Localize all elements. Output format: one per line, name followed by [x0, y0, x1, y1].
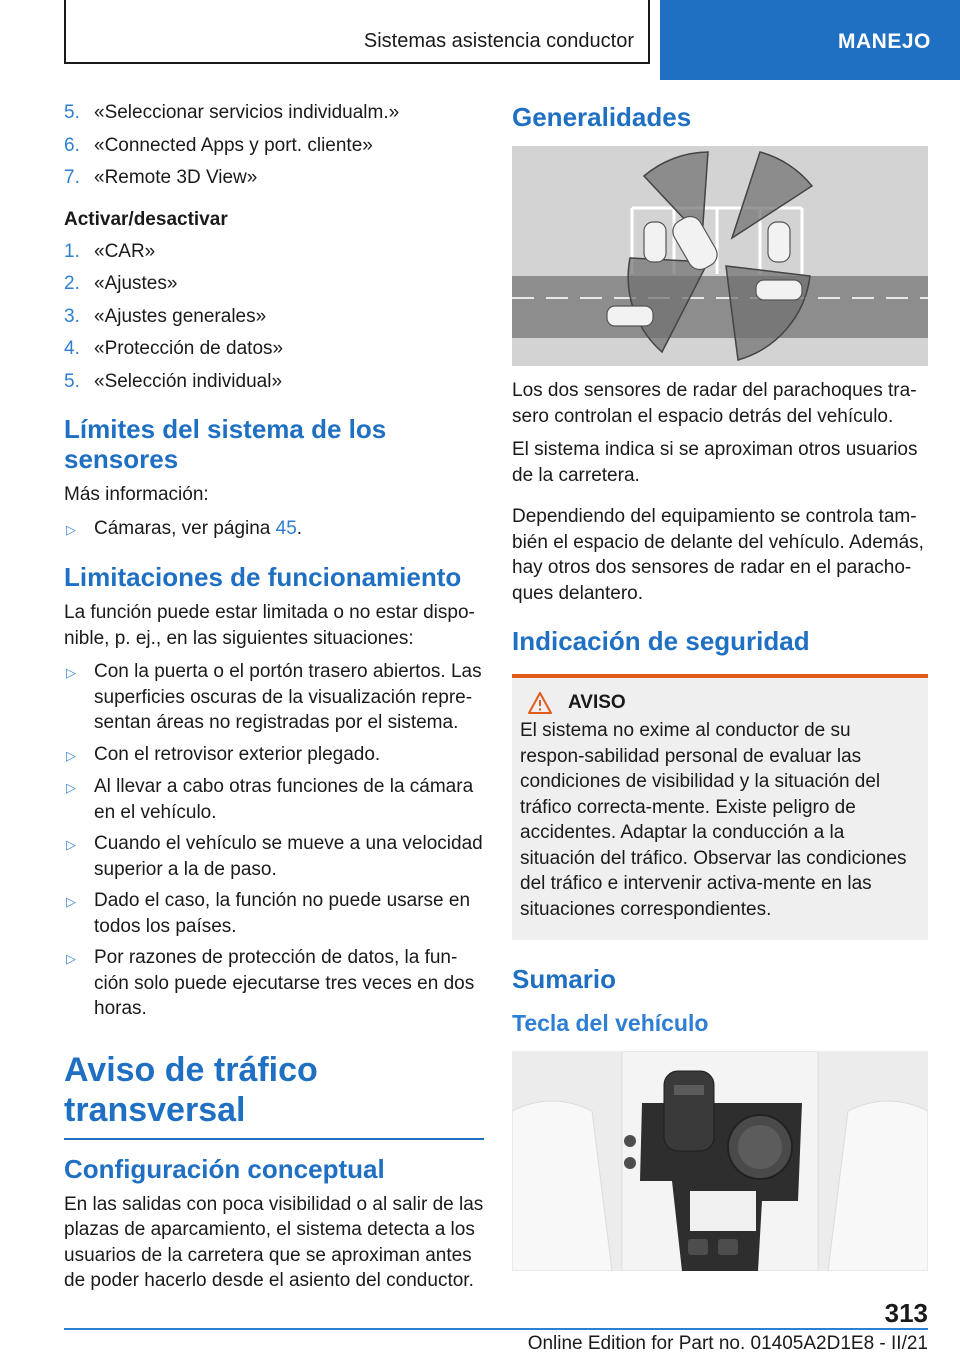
warning-title: AVISO: [568, 692, 626, 713]
list-item: 2. «Ajustes»: [64, 273, 178, 294]
list-item: 3. «Ajustes generales»: [64, 305, 267, 327]
function-limits-list: [64, 659, 484, 1022]
steps-list-b: [64, 239, 484, 395]
triangle-bullet-icon: ▷: [66, 894, 76, 909]
triangle-bullet-icon: ▷: [66, 951, 76, 966]
steps-list-a: [64, 100, 484, 191]
summary-heading: Sumario: [512, 964, 617, 994]
chapter-tab[interactable]: [660, 0, 960, 80]
main-heading: Aviso de tráfico transversal: [64, 1050, 484, 1140]
list-item: ▷ Por razones de protección de datos, la fun‐ción solo puede ejecutarse tres veces en dos horas.: [64, 945, 484, 1022]
list-item: 7. «Remote 3D View»: [64, 167, 258, 188]
list-item: ▷ Cuando el vehículo se mueve a una velocidad superior a la de paso.: [64, 831, 484, 882]
list-item: ▷ Con el retrovisor exterior plegado.: [64, 742, 484, 769]
list-item: 5. «Selección individual»: [64, 370, 283, 392]
general-p3: Dependiendo del equipamiento se controla tam‐bién el espacio de delante del vehículo. Además, hay otros dos sensores de radar en el paracho‐ques delantero.: [512, 506, 924, 604]
console-figure: [512, 1051, 928, 1271]
limits-heading: Límites del sistema de los sensores: [64, 414, 387, 474]
triangle-bullet-icon: ▷: [66, 837, 76, 852]
edition-text: Online Edition for Part no. 01405A2D1E8 - II/21: [527, 1333, 928, 1354]
list-item: 4. «Protección de datos»: [64, 338, 284, 359]
safety-heading: Indicación de seguridad: [512, 626, 810, 656]
general-p2: El sistema indica si se aproximan otros usuarios de la carretera.: [512, 439, 918, 486]
general-heading: Generalidades: [512, 102, 692, 132]
warning-triangle-icon: [528, 692, 552, 714]
warning-text: El sistema no exime al conductor de su respon‐sabilidad personal de evaluar las condiciones de visibilidad y la situación del tráfico correcta‐mente. Existe peligro de accidentes. Adaptar la conducción a la situación del tráfico. Observar las condiciones del tráfico e intervenir activa‐mente en las situaciones correspondientes.: [520, 720, 907, 920]
list-item: 6. «Connected Apps y port. cliente»: [64, 134, 373, 156]
right-column: [512, 100, 928, 1271]
concept-text: En las salidas con poca visibilidad o al salir de las plazas de aparcamiento, el sistema detecta a los usuarios de la carretera que se aproximan antes de poder hacerlo desde el asiento del conductor.: [64, 1193, 484, 1291]
concept-heading: Configuración conceptual: [64, 1153, 385, 1184]
list-item: ▷ Cámaras, ver página 45.: [64, 516, 484, 543]
list-item: 1. «CAR»: [64, 240, 156, 262]
general-p1: Los dos sensores de radar del parachoques tra‐sero controlan el espacio detrás del vehículo.: [512, 380, 917, 427]
function-intro: La función puede estar limitada o no estar dispo‐nible, p. ej., en las siguientes situaciones:: [64, 602, 475, 649]
chapter-tab-label: MANEJO: [838, 30, 931, 53]
triangle-bullet-icon: ▷: [66, 665, 76, 680]
vehicle-key-heading: Tecla del vehículo: [512, 1010, 709, 1036]
more-info-text: Más información:: [64, 484, 209, 505]
triangle-bullet-icon: ▷: [66, 747, 76, 763]
list-item: ▷ Dado el caso, la función no puede usarse en todos los países.: [64, 888, 484, 939]
warning-title-row: [520, 692, 920, 714]
activate-heading: Activar/desactivar: [64, 208, 228, 230]
warning-box: [512, 674, 928, 940]
header-frame: [64, 0, 650, 64]
triangle-bullet-icon: ▷: [66, 780, 76, 795]
footer-divider: [64, 1328, 928, 1330]
list-item: ▷ Al llevar a cabo otras funciones de la cámara en el vehículo.: [64, 774, 484, 825]
function-limits-heading: Limitaciones de funcionamiento: [64, 562, 462, 592]
page-link[interactable]: 45: [275, 517, 297, 539]
triangle-bullet-icon: ▷: [66, 521, 76, 537]
page-number: 313: [884, 1298, 928, 1328]
left-column: [64, 100, 484, 1302]
section-title: Sistemas asistencia conductor: [363, 30, 634, 52]
list-item: 5. «Seleccionar servicios individualm.»: [64, 102, 400, 123]
radar-coverage-figure: [512, 146, 928, 366]
list-item: ▷ Con la puerta o el portón trasero abiertos. Las superficies oscuras de la visualización repre‐sentan áreas no registradas por el sistema.: [64, 659, 484, 736]
